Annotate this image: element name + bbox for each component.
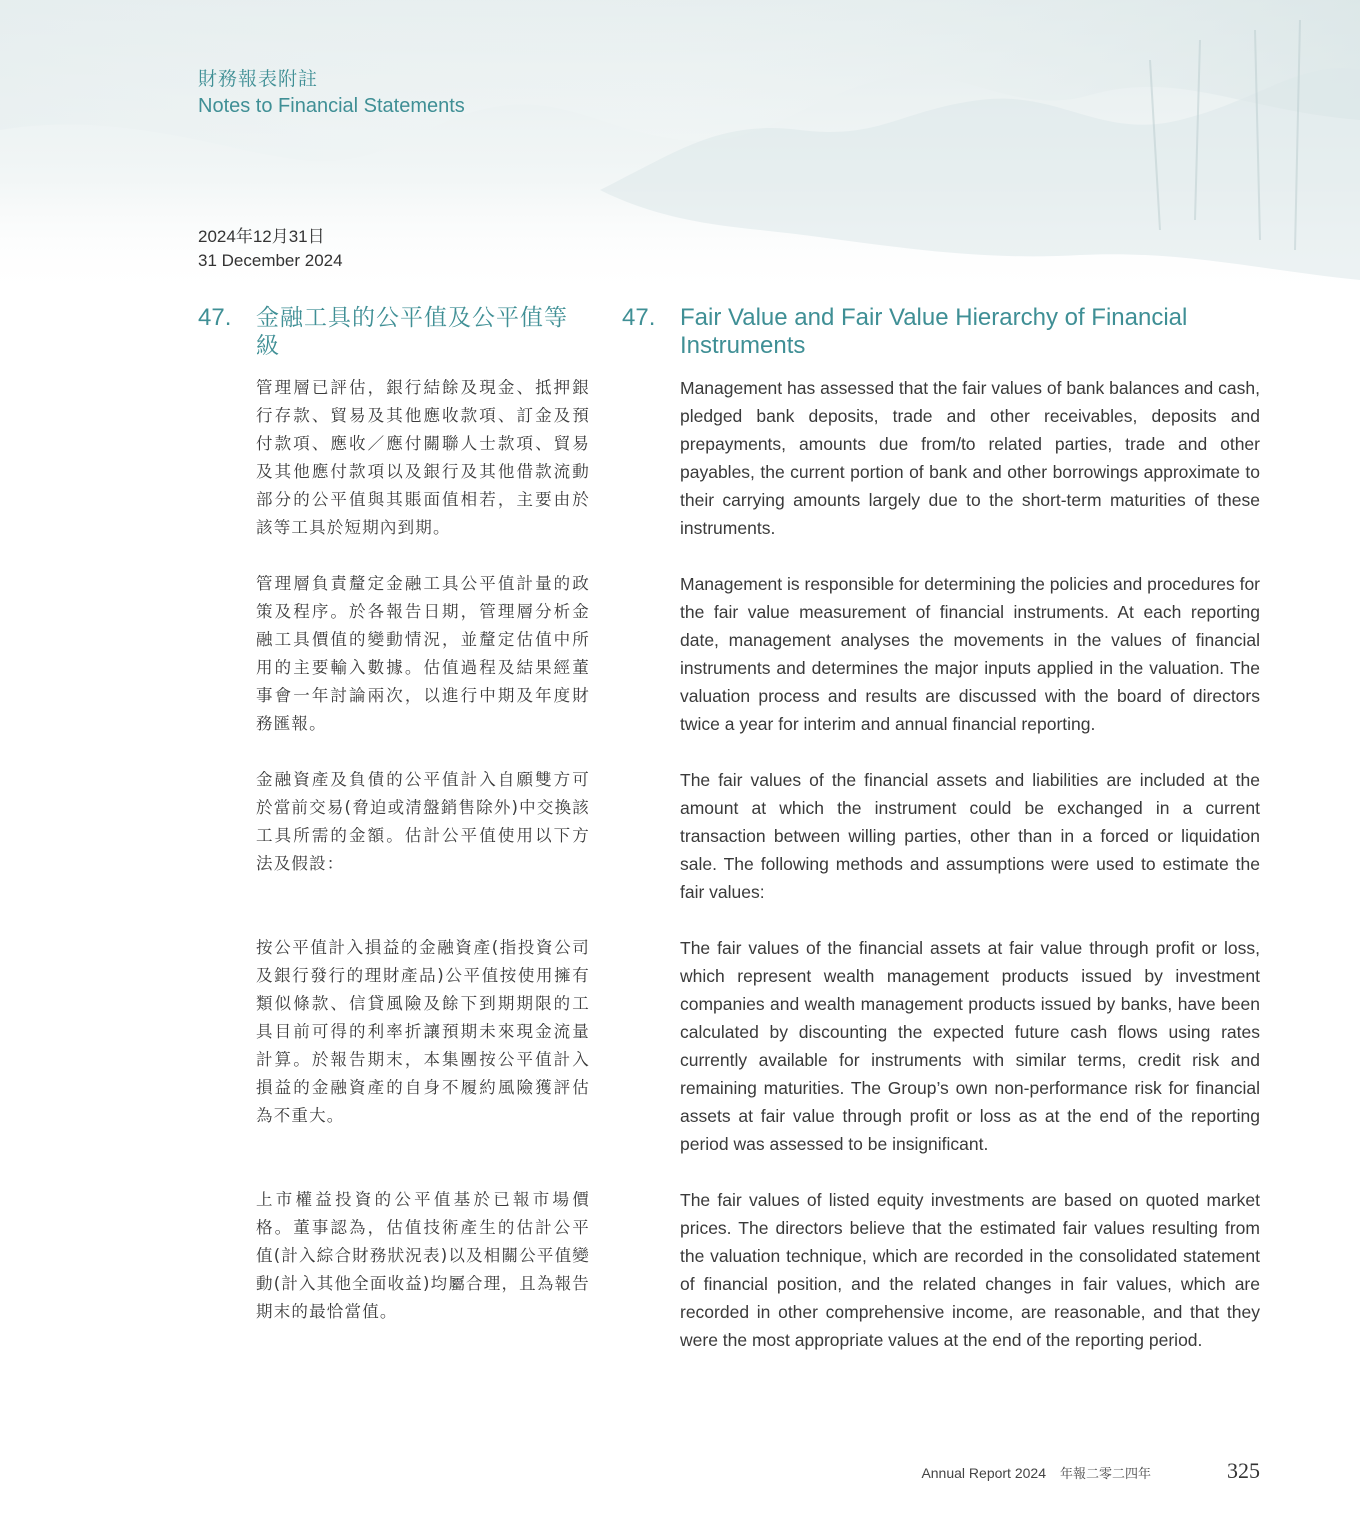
paragraph-zh-5: 上市權益投資的公平值基於已報市場價格。董事認為，估值技術產生的估計公平值(計入綜合財務狀況表)以及相關公平值變動(計入其他全面收益)均屬合理，且為報告期末的最恰當值。 — [256, 1190, 590, 1321]
paragraph-en-2: Management is responsible for determining the policies and procedures for the fair value measurement of financial instruments. At each reporting date, management analyses the movements in the values of financial instruments and determines the major inputs applied in the valuation. The valuation process and results are discussed with the board of directors twice a year for interim and annual financial reporting. — [680, 574, 1260, 734]
paragraphs-en — [680, 374, 1260, 1354]
section-heading-en — [622, 304, 1262, 360]
section-heading-zh — [198, 304, 590, 360]
chinese-column — [198, 304, 590, 1326]
page-number: 325 — [1227, 1458, 1260, 1483]
section-title-en: Fair Value and Fair Value Hierarchy of Financial Instruments — [680, 304, 1188, 359]
page-header — [198, 66, 465, 120]
paragraph-en-4: The fair values of the financial assets at fair value through profit or loss, which represent wealth management products issued by investment companies and wealth management products issued by banks, have been calculated by discounting the expected future cash flows using rates currently available for instruments with similar terms, credit risk and remaining maturities. The Group’s own non-performance risk for financial assets at fair value through profit or loss as at the end of the reporting period was assessed to be insignificant. — [680, 938, 1260, 1154]
footer-report-en: Annual Report 2024 — [921, 1465, 1046, 1481]
paragraph-zh-1: 管理層已評估，銀行結餘及現金、抵押銀行存款、貿易及其他應收款項、訂金及預付款項、應收／應付關聯人士款項、貿易及其他應付款項以及銀行及其他借款流動部分的公平值與其賬面值相若，主要由於該等工具於短期內到期。 — [256, 378, 590, 537]
header-title-en: Notes to Financial Statements — [198, 95, 465, 117]
paragraphs-zh — [256, 374, 590, 1326]
paragraph-zh-2: 管理層負責釐定金融工具公平值計量的政策及程序。於各報告日期，管理層分析金融工具價值的變動情況，並釐定估值中所用的主要輸入數據。估值過程及結果經董事會一年討論兩次，以進行中期及年度財務匯報。 — [256, 574, 590, 733]
header-title-zh: 財務報表附註 — [198, 68, 319, 90]
page-footer — [921, 1458, 1260, 1484]
paragraph-en-5: The fair values of listed equity investments are based on quoted market prices. The directors believe that the estimated fair values resulting from the valuation technique, which are recorded in the consolidated statement of financial position, and the related changes in fair values, which are recorded in other comprehensive income, are reasonable, and that they were the most appropriate values at the end of the reporting period. — [680, 1190, 1260, 1350]
date-zh: 2024年12月31日 — [198, 227, 325, 246]
english-column — [622, 304, 1262, 1354]
paragraph-zh-3: 金融資產及負債的公平值計入自願雙方可於當前交易(脅迫或清盤銷售除外)中交換該工具所需的金額。估計公平值使用以下方法及假設： — [256, 770, 590, 873]
section-number-en: 47. — [622, 304, 656, 331]
section-title-zh: 金融工具的公平值及公平值等級 — [256, 305, 568, 359]
paragraph-zh-4: 按公平值計入損益的金融資產(指投資公司及銀行發行的理財產品)公平值按使用擁有類似條款、信貸風險及餘下到期期限的工具目前可得的利率折讓預期未來現金流量計算。於報告期末，本集團按公平值計入損益的金融資產的自身不履約風險獲評估為不重大。 — [256, 938, 590, 1125]
footer-report-zh: 年報二零二四年 — [1059, 1467, 1151, 1482]
section-number-zh: 47. — [198, 304, 232, 331]
paragraph-en-1: Management has assessed that the fair values of bank balances and cash, pledged bank deposits, trade and other receivables, deposits and prepayments, amounts due from/to related parties, trade and other payables, the current portion of bank and other borrowings approximate to their carrying amounts largely due to the short-term maturities of these instruments. — [680, 378, 1260, 538]
statement-date — [198, 225, 343, 273]
date-en: 31 December 2024 — [198, 251, 343, 270]
paragraph-en-3: The fair values of the financial assets and liabilities are included at the amount at which the instrument could be exchanged in a current transaction between willing parties, other than in a forced or liquidation sale. The following methods and assumptions were used to estimate the fair values: — [680, 770, 1260, 902]
